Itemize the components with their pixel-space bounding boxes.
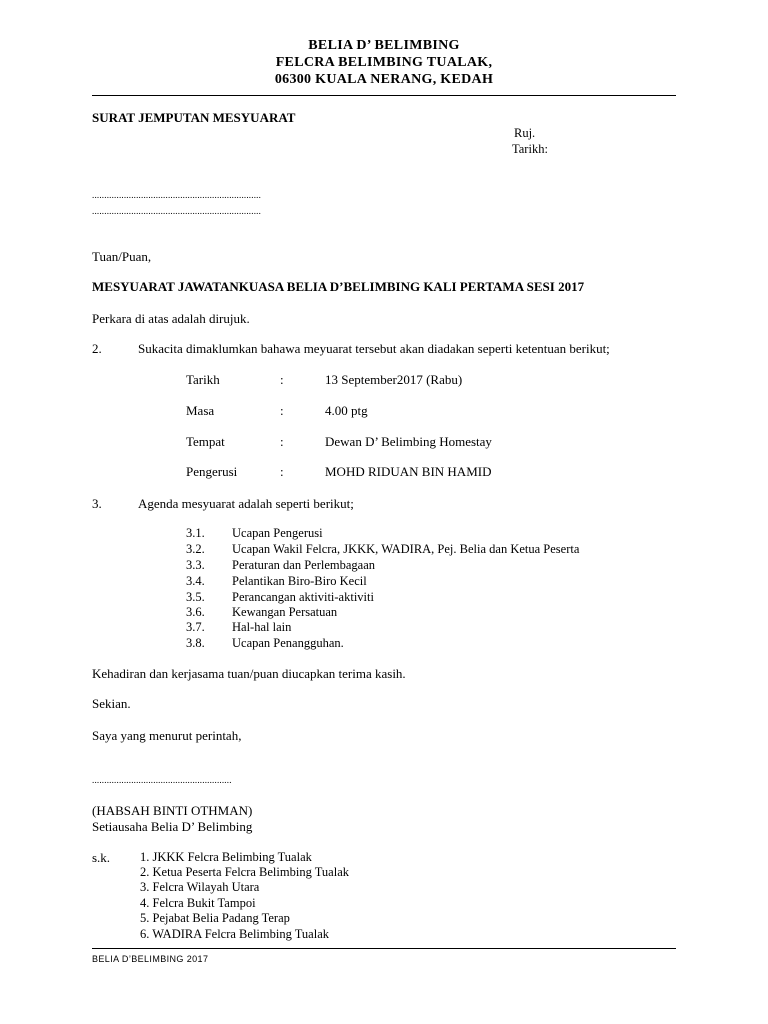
- agenda-item-text: Peraturan dan Perlembagaan: [232, 558, 375, 572]
- agenda-item-number: 3.4.: [186, 574, 205, 588]
- date-label: Tarikh:: [512, 142, 548, 156]
- agenda-item-number: 3.5.: [186, 590, 205, 604]
- detail-label-date: Tarikh: [186, 372, 220, 387]
- section-2-number: 2.: [92, 341, 102, 356]
- agenda-item-number: 3.6.: [186, 605, 205, 619]
- letter-title: SURAT JEMPUTAN MESYUARAT: [92, 110, 296, 125]
- cc-item: 1. JKKK Felcra Belimbing Tualak: [140, 850, 312, 864]
- agenda-item-number: 3.7.: [186, 620, 205, 634]
- detail-label-venue: Tempat: [186, 434, 225, 449]
- detail-value-venue: Dewan D’ Belimbing Homestay: [325, 434, 492, 449]
- recipient-address-line-2: .....................................................................: [92, 206, 262, 216]
- agenda-item-number: 3.8.: [186, 636, 205, 650]
- section-2-text: Sukacita dimaklumkan bahawa meyuarat tersebut akan diadakan seperti ketentuan berikut;: [138, 341, 610, 356]
- agenda-item-text: Hal-hal lain: [232, 620, 292, 634]
- intro-paragraph: Perkara di atas adalah dirujuk.: [92, 311, 250, 326]
- cc-item: 3. Felcra Wilayah Utara: [140, 880, 260, 894]
- header-divider: [92, 95, 676, 96]
- salutation: Tuan/Puan,: [92, 249, 152, 264]
- footer-divider: [92, 948, 676, 949]
- detail-separator: :: [280, 372, 284, 387]
- recipient-address-line-1: .....................................................................: [92, 190, 262, 200]
- letter-subject: MESYUARAT JAWATANKUASA BELIA D’BELIMBING KALI PERTAMA SESI 2017: [92, 279, 585, 294]
- detail-label-time: Masa: [186, 403, 215, 418]
- agenda-item-number: 3.2.: [186, 542, 205, 556]
- cc-item: 2. Ketua Peserta Felcra Belimbing Tualak: [140, 865, 349, 879]
- section-3-number: 3.: [92, 496, 102, 511]
- detail-value-time: 4.00 ptg: [325, 403, 368, 418]
- agenda-item-text: Kewangan Persatuan: [232, 605, 338, 619]
- signer-title: Setiausaha Belia D’ Belimbing: [92, 819, 253, 834]
- reference-label: Ruj.: [514, 126, 536, 140]
- section-3-text: Agenda mesyuarat adalah seperti berikut;: [138, 496, 354, 511]
- agenda-item-text: Pelantikan Biro-Biro Kecil: [232, 574, 367, 588]
- detail-value-chair: MOHD RIDUAN BIN HAMID: [325, 464, 492, 479]
- footer-text: BELIA D’BELIMBING 2017: [92, 954, 209, 964]
- agenda-item-text: Perancangan aktiviti-aktiviti: [232, 590, 374, 604]
- letterhead-address-2: 06300 KUALA NERANG, KEDAH: [274, 72, 494, 87]
- cc-item: 6. WADIRA Felcra Belimbing Tualak: [140, 927, 330, 941]
- detail-separator: :: [280, 464, 284, 479]
- signer-name: (HABSAH BINTI OTHMAN): [92, 803, 253, 818]
- sign-off: Saya yang menurut perintah,: [92, 728, 242, 743]
- agenda-item-number: 3.3.: [186, 558, 205, 572]
- cc-item: 5. Pejabat Belia Padang Terap: [140, 911, 290, 925]
- closing-sekian: Sekian.: [92, 696, 131, 711]
- letterhead-name: BELIA D’ BELIMBING: [308, 38, 460, 53]
- detail-value-date: 13 September2017 (Rabu): [325, 372, 463, 387]
- agenda-item-text: Ucapan Pengerusi: [232, 526, 323, 540]
- agenda-item-text: Ucapan Wakil Felcra, JKKK, WADIRA, Pej. Belia dan Ketua Peserta: [232, 542, 580, 556]
- letterhead-address-1: FELCRA BELIMBING TUALAK,: [275, 55, 493, 70]
- detail-separator: :: [280, 434, 284, 449]
- cc-item: 4. Felcra Bukit Tampoi: [140, 896, 256, 910]
- agenda-item-number: 3.1.: [186, 526, 205, 540]
- signature-line: .........................................................: [92, 775, 232, 785]
- cc-label: s.k.: [92, 850, 111, 865]
- detail-separator: :: [280, 403, 284, 418]
- closing-thanks: Kehadiran dan kerjasama tuan/puan diucapkan terima kasih.: [92, 666, 406, 681]
- agenda-item-text: Ucapan Penangguhan.: [232, 636, 344, 650]
- detail-label-chair: Pengerusi: [186, 464, 238, 479]
